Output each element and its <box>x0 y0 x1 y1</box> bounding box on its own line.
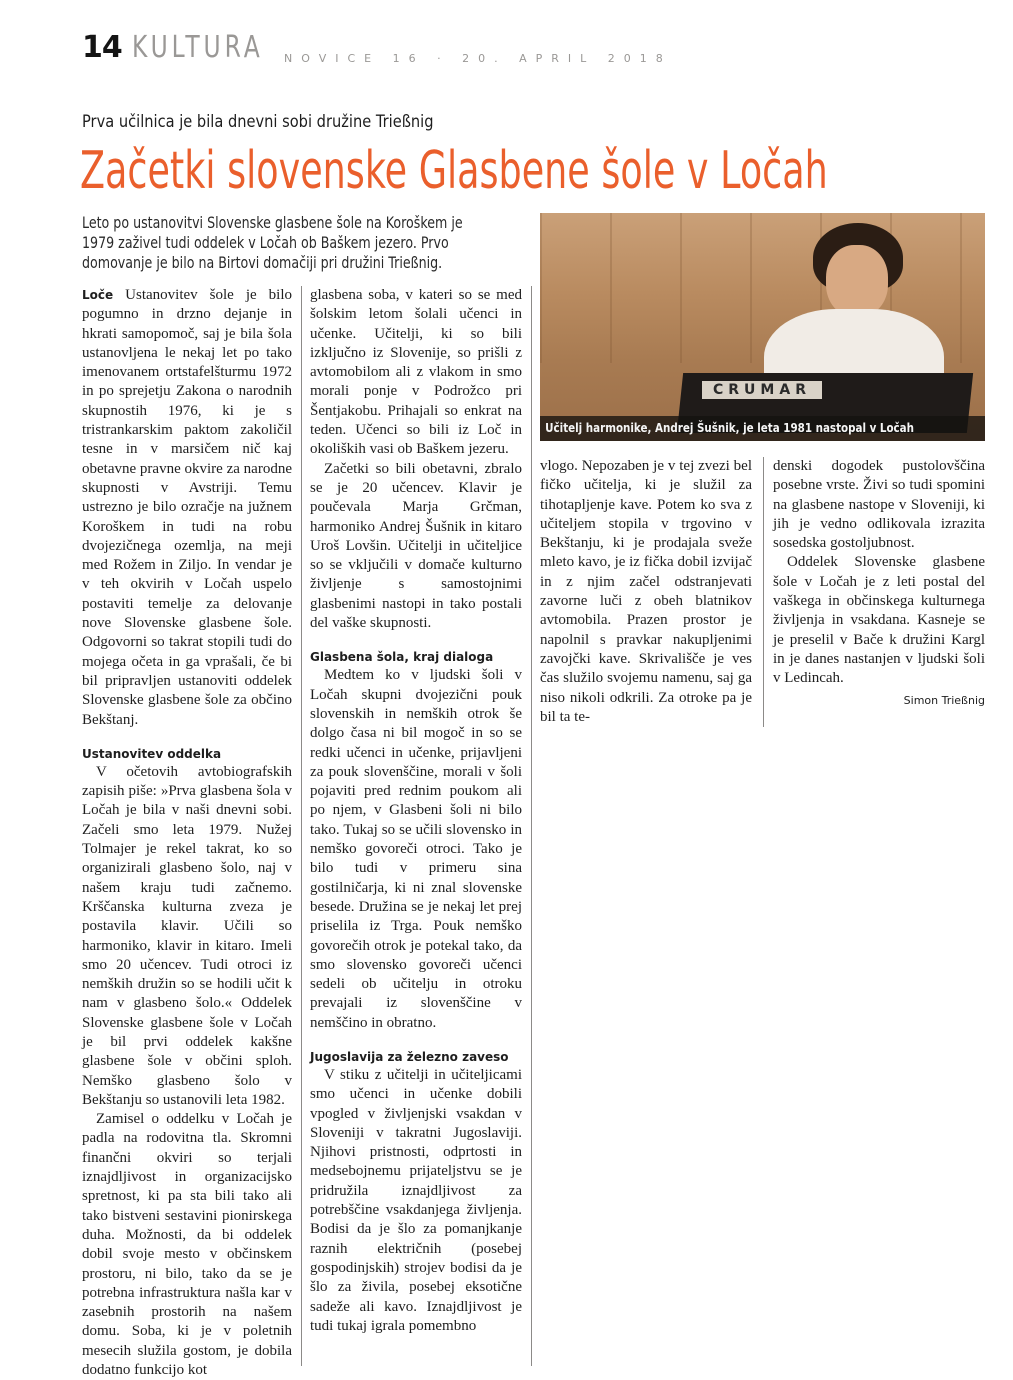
article-headline: Začetki slovenske Glasbene šole v Ločah <box>80 141 828 201</box>
paragraph: V očetovih avtobiografskih zapisih piše: »Prva glasbena šola v Ločah je bila v naši dnevni sobi. Začeli smo leta 1979. Nužej Tolmajer je rekel takrat, ko so organizirali glasbeno šolo, naj v našem kraju tudi začnemo. Krščanska kulturna zveza je postavila klavir. Učili so harmoniko, klavir in kitaro. Imeli smo 20 učencev. Tudi otroci iz nemških družin so se hodili učit k nam v glasbeno šolo.« Oddelek Slovenske glasbene šole v Ločah je bil prvi oddelek kakšne glasbene šole v občini sploh. Nemško glasbeno šolo v Bekštanju so ustanovili leta 1982. <box>82 763 292 1108</box>
article-author: Simon Trießnig <box>903 693 985 707</box>
paragraph: Medtem ko v ljudski šoli v Ločah skupni dvojezični pouk slovenskih in nemških otrok še dolgo časa ni bil mogoč in so se redki učenci in učenke, prijavljeni za pouk slovenščine, morali v šoli pojaviti pred rednim poukom ali po njem, v Glasbeni šoli ni bilo tako. Tukaj so se učili slovensko in nemško govoreči otroci. Tako je bilo tudi v primeru sina gostilničarja, ki ni znal slovenske besede. Družina se je nekaj let prej priselila iz Trga. Pouk nemško govorečih otrok je potekal tako, da smo slovensko govoreči učenci sedeli ob učitelju in otroku prevajali iz slovenščine v nemščino in obratno. <box>310 667 522 1031</box>
article-kicker: Prva učilnica je bila dnevni sobi družine Trießnig <box>82 112 434 132</box>
column-divider <box>531 286 532 1366</box>
paragraph: denski dogodek pustolovščina posebne vrste. Živi so tudi spomini na glasbene nastope v Sloveniji, ki jih je vedno odlikovala izrazita sosedska gostoljubnost. <box>773 458 985 552</box>
dateline: Loče <box>82 288 114 302</box>
paragraph: Začetki so bili obetavni, zbralo se je 20 učencev. Klavir je poučevala Marja Grčman, harmoniko Andrej Šušnik in kitaro Uroš Lovšin. Učitelji in učiteljice so se vključili v domače kulturno življenje s samostojnimi glasbenimi nastopi in tako postali del vaške skupnosti. <box>310 460 522 632</box>
lead-line: domovanje je bilo na Birtovi domačiji pri družini Trießnig. <box>82 253 443 272</box>
page-number: 14 <box>82 30 122 65</box>
paragraph: glasbena soba, v kateri so se med šolskim letom šolali učenci in učenke. Učitelji, ki so bili izključno iz Slovenije, so prišli z avtomobilom ali z vlakom in smo morali ponje v Podrožco pri Šentjakobu. Prihajali so enkrat na teden. Učenci so bili iz Loč in okoliških vasi ob Baškem jezeru. <box>310 287 522 458</box>
subheading: Glasbena šola, kraj dialoga <box>310 650 494 665</box>
issue-info: NOVICE 16 · 20. APRIL 2018 <box>284 52 672 65</box>
photo-person-face <box>826 245 888 317</box>
article-column-3 <box>540 457 752 727</box>
column-divider <box>763 457 764 727</box>
paragraph: vlogo. Nepozaben je v tej zvezi bel fičko učitelja, ki je služil za tihotapljenje kave. Potem ko sva z učiteljem stopila v trgovino v Bekštanju, ki je prodajala sveže mleto kavo, je iz fička dobil izvijač in z njim začel odstranjevati zavorne luči z obeh blatnikov avtomobila. Prazen prostor je napolnil s pravkar nakupljenimi zavojčki kave. Skrivališče je ves čas služilo svojemu namenu, saj ga niso nikoli odkrili. Za otroke pa je bil ta te- <box>540 458 753 725</box>
article-photo <box>540 213 985 441</box>
article-lead <box>82 213 532 273</box>
lead-line: 1979 zaživel tudi oddelek v Ločah ob Baškem jezero. Prvo <box>82 233 449 252</box>
column-divider <box>301 286 302 1366</box>
page-header <box>82 30 301 70</box>
photo-caption <box>540 416 985 441</box>
paragraph: Loče Ustanovitev šole je bilo pogumno in drzno dejanje in hkrati samopomoč, saj je bila šola ustanovljena le nekaj let po tako imenovanem ortstafelšturmu 1972 in po sprejetju Zakona o narodnih skupnostih 1976, ki je s tristrankarskim paktom zakoličil tesne in v marsičem nič kaj obetavne pravne okvire za narodne skupnosti v Avstriji. Temu ustrezno je bilo ozračje na južnem Koroškem in tudi na robu dvojezičnega ozemlja, na meji med Rožem in Ziljo. In vendar je v teh okvirih v Ločah uspelo postaviti temelje za delovanje nove Slovenske glasbene šole. Odgovorni so takrat stopili tudi do mojega očeta in ga vprašali, če bi bil pripravljen ustanoviti oddelek Slovenske glasbene šole za občino Bekštanj. <box>82 287 293 728</box>
article-column-1 <box>82 286 292 1380</box>
section-name: KULTURA <box>131 30 264 65</box>
subheading: Jugoslavija za železno zaveso <box>310 1049 509 1064</box>
paragraph: V stiku z učitelji in učiteljicami smo učenci in učenke dobili vpogled v življenjski vsakdan v Sloveniji v takratni Jugoslaviji. Njihovi pristnosti, odprtosti in medsebojnemu prijateljstvu se je pridružila iznajdljivost za potrebščine vsakdanjega življenja. Bodisi da je šlo za pomanjkanje raznih električnih (posebej gospodinjskih) strojev bodisi da je šlo za živila, posebej eksotične sadeže ali kavo. Iznajdljivost je tudi tukaj igrala pomembno <box>310 1066 522 1334</box>
photo-caption-text: Učitelj harmonike, Andrej Šušnik, je leta 1981 nastopal v Ločah <box>545 421 914 435</box>
lead-line: Leto po ustanovitvi Slovenske glasbene šole na Koroškem je <box>82 213 463 232</box>
article-column-2 <box>310 286 522 1336</box>
article-column-4 <box>773 457 985 710</box>
paragraph: Oddelek Slovenske glasbene šole v Ločah je z leti postal del vaškega in občinskega kulturnega življenja in vsakdana. Kasneje se je preselil v Bače k družini Kargl in je danes nastanjen v ljudski šoli v Ledincah. <box>773 554 985 687</box>
subheading: Ustanovitev oddelka <box>82 746 222 761</box>
paragraph: Zamisel o oddelku v Ločah je padla na rodovitna tla. Skromni finančni okviri so terjali iznajdljivost in organizacijsko spretnost, ki pa sta bili tako ali tako bistveni sestavini pionirskega duha. Možnosti, da bi oddelek dobil svoje mesto v občinskem prostoru, ni bilo, tako da se je potrebna infrastruktura našla kar v zasebnih prostorih na našem domu. Soba, ki je v poletnih mesecih služila gostom, je dobila dodatno funkcijo kot <box>82 1111 292 1379</box>
keyboard-brand-logo: CRUMAR <box>702 381 822 399</box>
